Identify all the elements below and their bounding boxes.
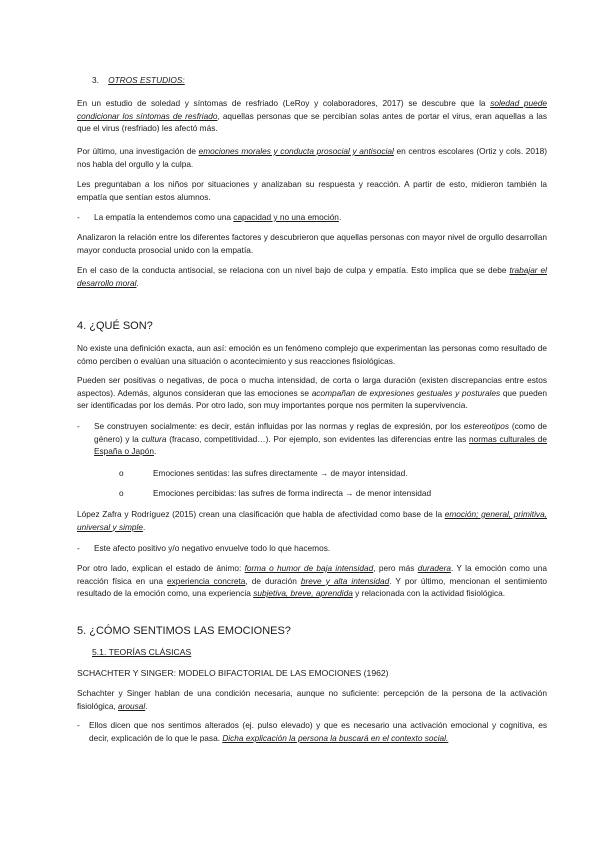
section-3-title: OTROS ESTUDIOS: — [108, 75, 185, 85]
text: y relacionada con la actividad fisiológica. — [352, 588, 506, 599]
text: Emociones sentidas: las sufres directamente → de mayor intensidad. — [153, 468, 408, 478]
text: , de duración — [245, 575, 301, 586]
list-item — [77, 542, 547, 555]
text: Analizaron la relación entre los diferentes factores y descubrieron que aquellas personas con mayor nivel de orgullo desarrollan mayor conducta prosocial unido con la empatía. — [77, 232, 547, 255]
text: . — [136, 277, 139, 288]
paragraph — [77, 374, 547, 412]
bullet-dash: - — [77, 212, 80, 222]
text: Por último, una investigación de — [77, 146, 199, 156]
list-item — [77, 420, 547, 458]
text: En un estudio de soledad y síntomas de resfriado (LeRoy y colaboradores, 2017) se descubre que la — [77, 98, 491, 108]
text: Les preguntaban a los niños por situaciones y analizaban su respuesta y reacción. A partir de esto, midieron también la empatía que sentían estos alumnos. — [77, 179, 547, 202]
paragraph — [77, 178, 547, 203]
list-item — [77, 211, 547, 224]
italic-text: acompañan de expresiones gestuales y posturales — [311, 387, 501, 398]
paragraph — [77, 508, 547, 533]
text: , pero más — [373, 563, 418, 573]
underlined-text: forma o humor de baja intensidad — [244, 563, 374, 573]
section-title: 4. ¿QUÉ SON? — [77, 320, 153, 332]
text: (como de género) y la — [94, 421, 547, 444]
section-3-heading — [77, 74, 547, 87]
model-title: SCHACHTER Y SINGER: MODELO BIFACTORIAL DE LAS EMOCIONES (1962) — [77, 668, 389, 678]
paragraph — [77, 145, 547, 170]
underlined-text: experiencia concreta — [167, 575, 246, 586]
text: . Y la emoción como una reacción física en una — [77, 563, 547, 586]
paragraph — [77, 97, 547, 135]
text: , aquellas personas que se percibían solas antes de portar el virus, eran aquellas a las que el virus (resfriado) les afectó más. — [77, 110, 547, 134]
model-heading — [77, 667, 547, 680]
text: No existe una definición exacta, aun así: emoción es un fenómeno complejo que experimentan las personas como resultado de cómo perciben o evalúan una situación o acontecimiento y sus reacciones fisiológicas. — [77, 343, 547, 366]
circle-bullet-icon: o — [119, 468, 124, 478]
bullet-dash: - — [77, 543, 80, 553]
text: Ellos dicen que nos sentimos alterados (ej. pulso elevado) y que es necesario una activación emocional y cognitiva, es decir, explicación de lo que le pasa. — [89, 720, 547, 743]
text: Schachter y Singer hablan de una condición necesaria, aunque no suficiente: percepción de la persona de la activación fisiológica, — [77, 688, 547, 711]
underlined-text: Dicha explicación la persona la buscará en el contexto social. — [222, 732, 449, 743]
paragraph — [77, 687, 547, 712]
text: Este afecto positivo y/o negativo envuelve todo lo que hacemos. — [94, 543, 331, 553]
text: Pueden ser positivas o negativas, de poca o mucha intensidad, de corta o larga duración (existen discrepancias entre estos aspectos). Además, algunos consideran que las emociones se — [77, 375, 547, 398]
text: . — [338, 212, 342, 222]
underlined-text: normas culturales de España o Japón — [94, 433, 547, 457]
paragraph — [77, 264, 547, 289]
underlined-text: soledad puede condicionar los síntomas de resfriado — [77, 98, 548, 121]
subsection-title: 5.1. TEORÍAS CLÁSICAS — [92, 647, 192, 657]
section-3-number: 3. — [92, 75, 99, 85]
list-item — [77, 719, 547, 744]
text: Emociones percibidas: las sufres de forma indirecta → de menor intensidad — [153, 488, 432, 498]
text: López Zafra y Rodríguez (2015) crean una clasificación que habla de afectividad como base de la — [77, 509, 445, 519]
text: La empatía la entendemos como una — [94, 212, 234, 222]
text: . — [153, 446, 157, 457]
bullet-dash: - — [77, 720, 80, 730]
underlined-text: duradera — [417, 563, 451, 573]
text: en centros escolares (Ortiz y cols. 2018) nos habla del orgullo y la culpa. — [77, 146, 547, 169]
underlined-text: arousal — [118, 700, 146, 711]
paragraph — [77, 562, 547, 600]
underlined-text: trabajar el desarrollo moral — [77, 265, 547, 288]
paragraph — [77, 342, 547, 367]
underlined-text: subjetiva, breve, aprendida — [253, 588, 353, 599]
underlined-text: capacidad y no una emoción — [233, 212, 339, 222]
underlined-text: emoción; general, primitiva, universal y simple — [77, 509, 547, 532]
bullet-dash: - — [77, 421, 80, 431]
sub-list-item — [77, 487, 547, 500]
section-title: 5. ¿CÓMO SENTIMOS LAS EMOCIONES? — [77, 625, 291, 637]
section-4-heading — [77, 320, 547, 332]
text: Por otro lado, explican el estado de ánimo: — [77, 563, 245, 573]
underlined-text: breve y alta intensidad — [300, 575, 390, 586]
sub-list-item — [77, 467, 547, 480]
italic-text: cultura — [141, 433, 167, 444]
circle-bullet-icon: o — [119, 488, 124, 498]
text: En el caso de la conducta antisocial, se relaciona con un nivel bajo de culpa y empatía. Esto implica que se debe — [77, 265, 510, 275]
subsection-heading — [77, 646, 547, 659]
section-5-heading — [77, 625, 547, 637]
text: Se construyen socialmente: es decir, están influidas por las normas y reglas de expresión, por los — [94, 421, 464, 431]
paragraph — [77, 231, 547, 256]
text: . Y por último, mencionan el sentimiento resultado de la emoción como, una experiencia — [77, 575, 548, 599]
text: (fracaso, competitividad…). Por ejemplo, son evidentes las diferencias entre las — [166, 433, 470, 444]
text: . — [145, 700, 148, 711]
text: que pueden ser identificadas por los demás. Por otro lado, son muy importantes porque nos permiten la supervivencia. — [77, 387, 547, 411]
underlined-text: emociones morales y conducta prosocial y antisocial — [198, 146, 394, 156]
text: . — [142, 521, 146, 532]
italic-text: estereotipos — [463, 421, 509, 431]
